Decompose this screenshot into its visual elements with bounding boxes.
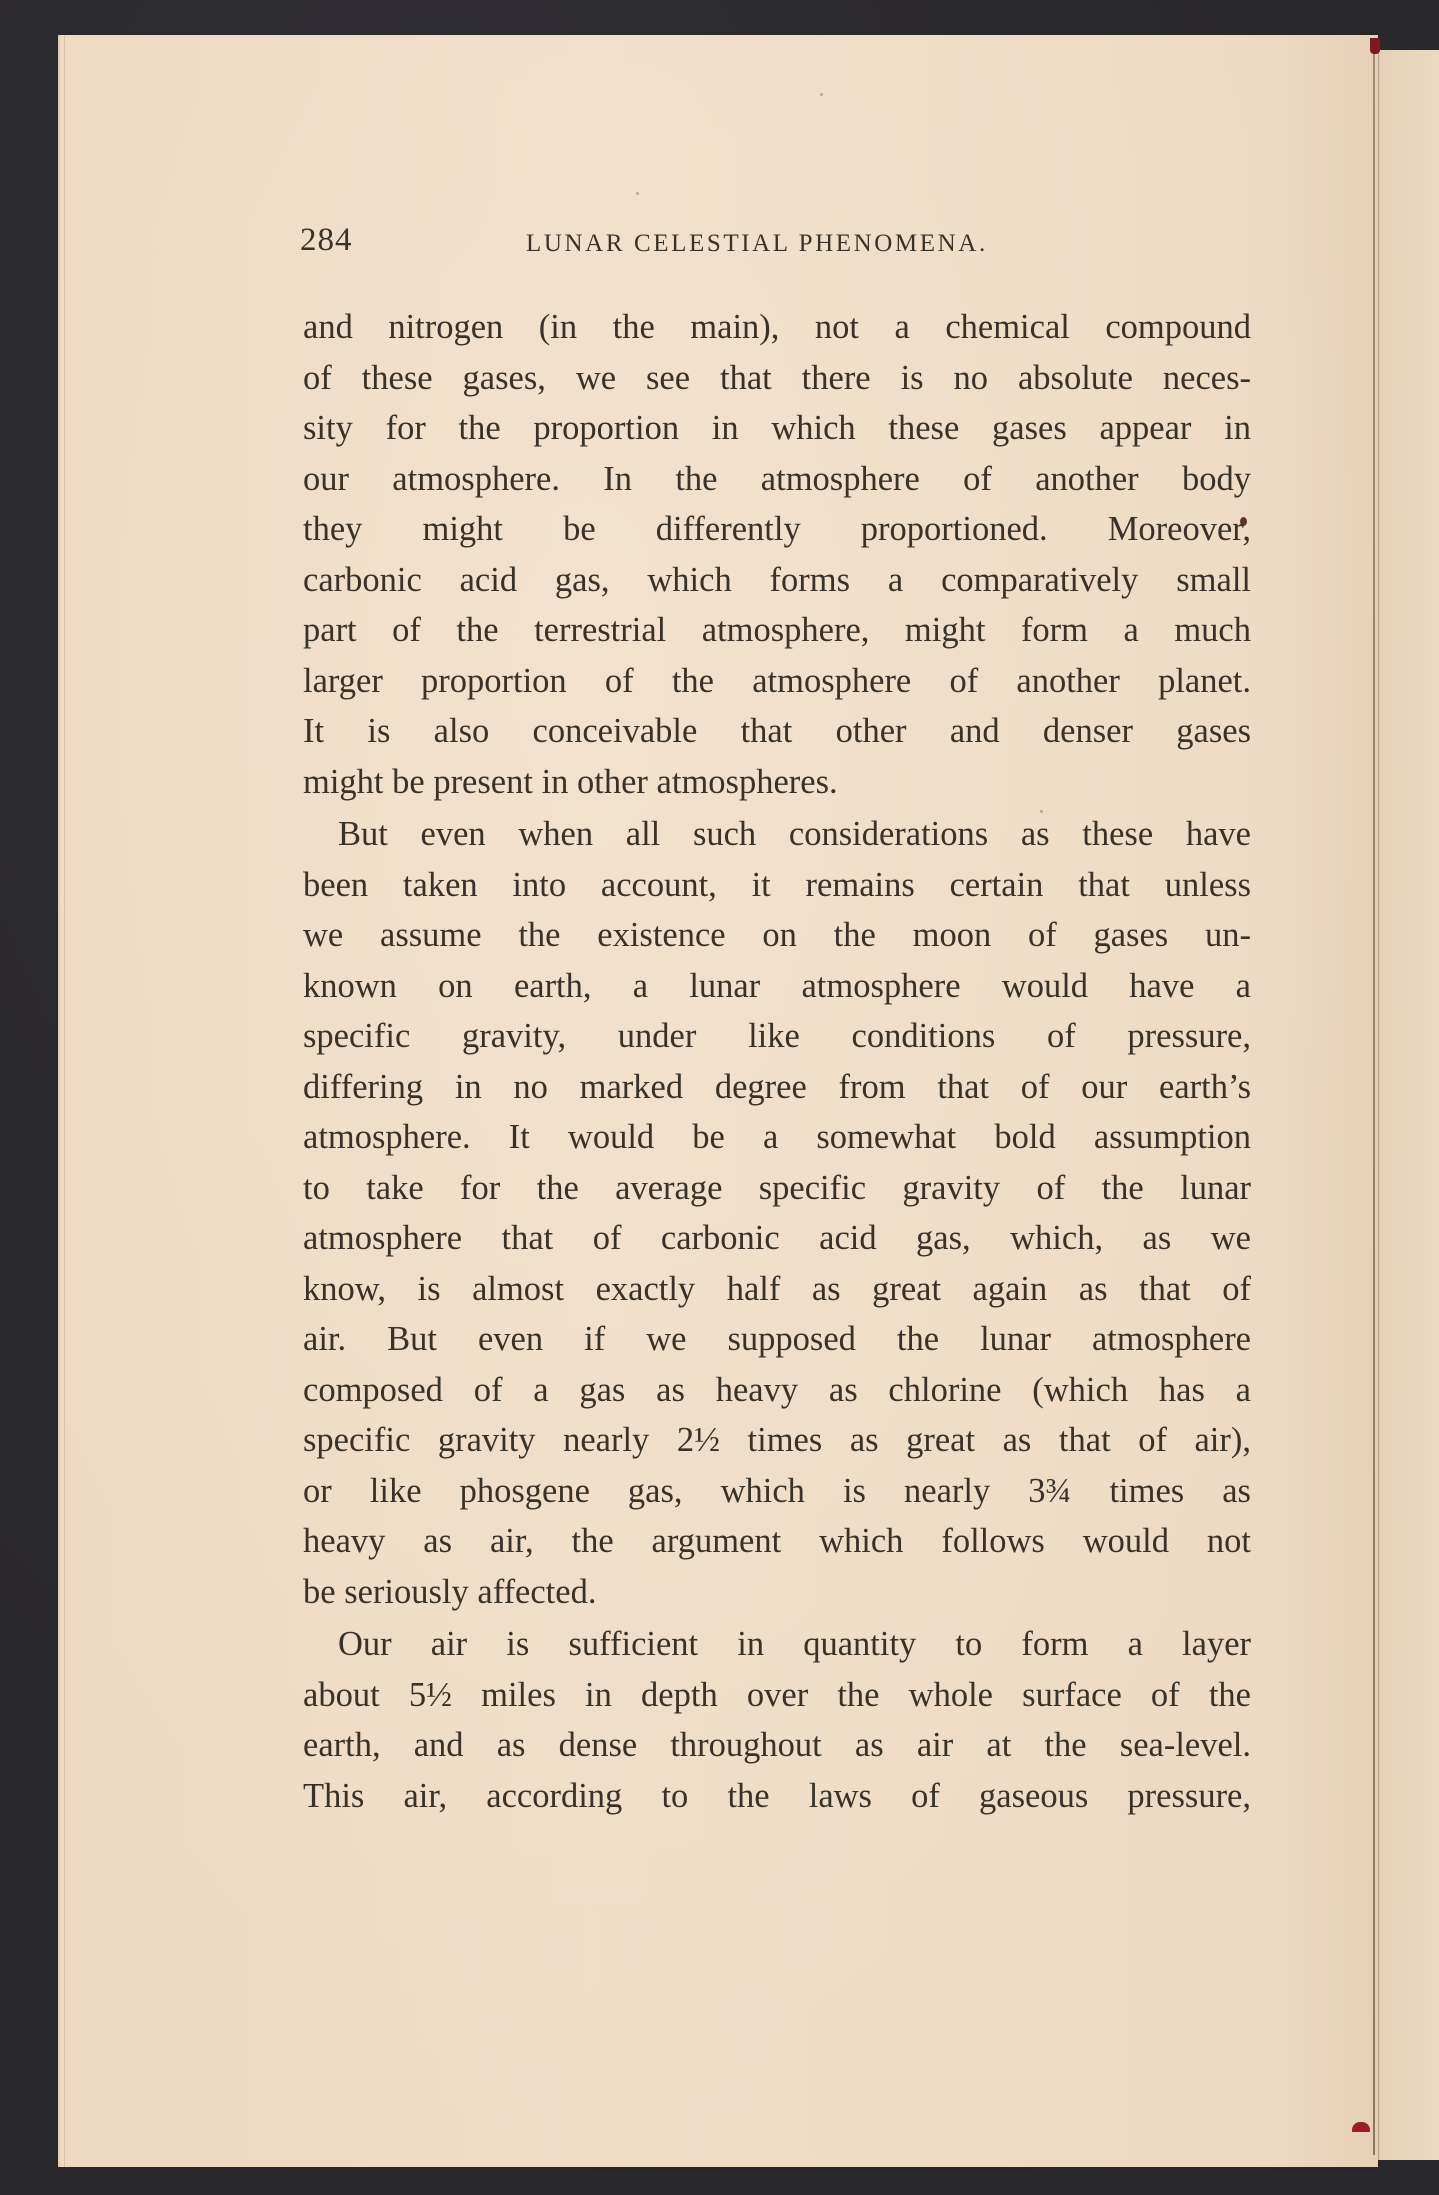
text-line: to take for the average specific gravity of the lunar <box>303 1168 1251 1207</box>
text-line: Our air is sufficient in quantity to form a layer <box>338 1625 1251 1663</box>
paragraph <box>303 809 1251 1617</box>
text-line: know, is almost exactly half as great again as that of <box>303 1269 1251 1308</box>
bookmark-ribbon-top <box>1370 38 1380 54</box>
text-line: atmosphere that of carbonic acid gas, which, as we <box>303 1219 1251 1257</box>
text-line: composed of a gas as heavy as chlorine (which has a <box>303 1370 1251 1409</box>
text-line: known on earth, a lunar atmosphere would have a <box>303 966 1251 1005</box>
text-line: air. But even if we supposed the lunar atmosphere <box>303 1320 1251 1358</box>
text-line: It is also conceivable that other and denser gases <box>303 712 1251 750</box>
text-line: This air, according to the laws of gaseous pressure, <box>303 1776 1251 1815</box>
text-line: sity for the proportion in which these gases appear in <box>303 409 1251 447</box>
text-line: they might be differently proportioned. Moreover, <box>303 510 1251 548</box>
body-text <box>303 302 1251 1821</box>
paper-speck <box>636 192 639 195</box>
text-line: our atmosphere. In the atmosphere of another body <box>303 459 1251 498</box>
text-line: or like phosgene gas, which is nearly 3¾ times as <box>303 1471 1251 1510</box>
text-line: part of the terrestrial atmosphere, might form a much <box>303 611 1251 649</box>
text-line: about 5½ miles in depth over the whole surface of the <box>303 1675 1251 1714</box>
text-line: carbonic acid gas, which forms a comparatively small <box>303 560 1251 599</box>
text-line: been taken into account, it remains certain that unless <box>303 865 1251 904</box>
bookmark-ribbon-bottom <box>1352 2122 1370 2132</box>
paragraph <box>303 302 1251 807</box>
running-title: LUNAR CELESTIAL PHENOMENA. <box>526 230 988 257</box>
paragraph <box>303 1619 1251 1821</box>
text-line: and nitrogen (in the main), not a chemical compound <box>303 308 1251 346</box>
text-line: specific gravity nearly 2½ times as great as that of air), <box>303 1421 1251 1459</box>
facing-page-edge <box>1375 50 1439 2160</box>
text-line: be seriously affected. <box>303 1572 597 1611</box>
text-line: might be present in other atmospheres. <box>303 762 838 801</box>
text-line: atmosphere. It would be a somewhat bold assumption <box>303 1118 1251 1156</box>
text-line: specific gravity, under like conditions of pressure, <box>303 1017 1251 1055</box>
page-header <box>300 222 1250 272</box>
page-number: 284 <box>300 222 353 258</box>
text-line: earth, and as dense throughout as air at the sea-level. <box>303 1726 1251 1764</box>
text-line: heavy as air, the argument which follows would not <box>303 1522 1251 1560</box>
text-line: But even when all such considerations as these have <box>338 815 1251 853</box>
paper-speck <box>820 93 823 96</box>
text-line: differing in no marked degree from that of our earth’s <box>303 1067 1251 1106</box>
page-gutter-line <box>1373 50 1375 2155</box>
text-line: larger proportion of the atmosphere of another planet. <box>303 661 1251 700</box>
text-line: we assume the existence on the moon of gases un- <box>303 916 1251 954</box>
text-line: of these gases, we see that there is no absolute neces- <box>303 358 1251 397</box>
